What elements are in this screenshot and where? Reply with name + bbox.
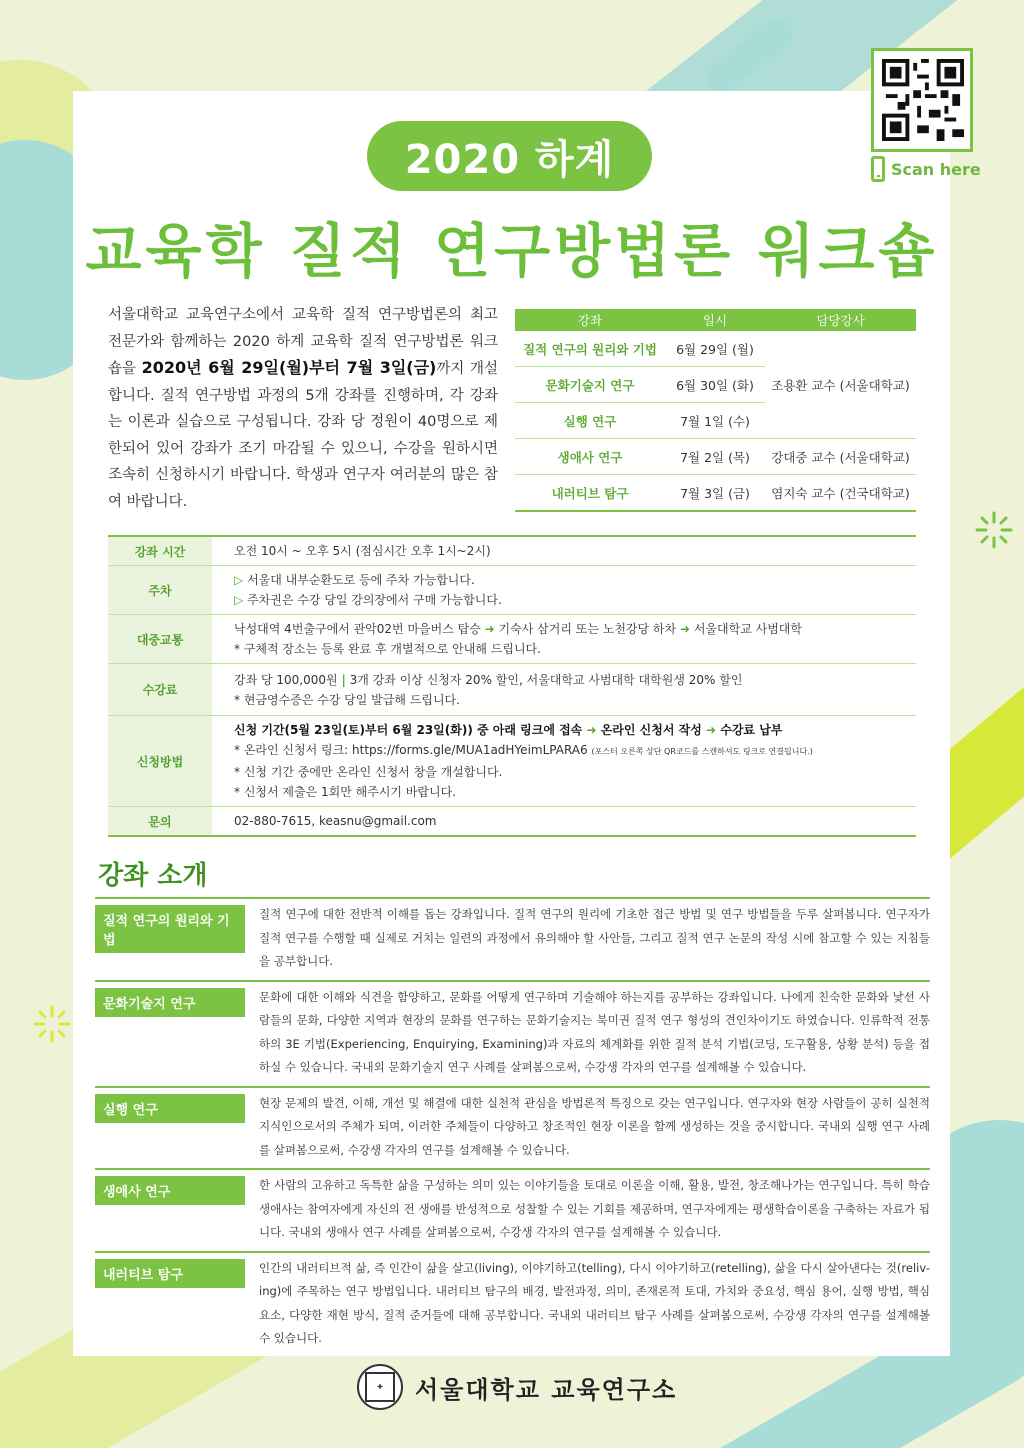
parking-line-1: 서울대 내부순환도로 등에 주차 가능합니다. [247,573,475,587]
info-row-apply [108,716,916,807]
course-item [95,1086,930,1169]
info-label: 주차 [108,566,212,615]
schedule-date: 6월 30일 (화) [665,367,765,403]
course-item [95,1168,930,1251]
info-label: 신청방법 [108,716,212,807]
year-badge: 2020 하계 [367,121,652,191]
schedule-instructor: 강대중 교수 (서울대학교) [765,439,916,475]
qr-code[interactable] [871,48,973,152]
intro-text-2: 까지 개설합니다. 질적 연구방법 과정의 5개 강좌를 진행하며, 각 강좌는 이론과 실습으로 구성됩니다. 강좌 당 정원이 40명으로 제한되어 있어 강좌가 조기 마감될 수 있으니, 수강을 원하시면 조속히 신청하시기 바랍니다. 학생과 연구자 여러분의 많은 참여 바랍니다. [108,361,498,510]
section-title: 강좌 소개 [98,861,208,891]
info-label: 문의 [108,807,212,837]
course-label: 내러티브 탐구 [95,1259,245,1288]
course-description: 인간의 내러티브적 삶, 즉 인간이 삶을 살고(living), 이야기하고(telling), 다시 이야기하고(retelling), 삶을 다시 살아낸다는 것(reliv-ing)에 주목하는 연구 방법입니다. 내러티브 탐구의 배경, 발전과정, 의미, 존재론적 토대, 가치와 중요성, 핵심 용어, 실행 방법, 핵심 요소, 다양한 재현 방식, 질적 준거들에 대해 공부합니다. 국내외 내러티브 탐구 사례를 살펴봄으로써, 수강생 각자의 연구를 설계해볼 수 있습니다. [259,1260,930,1345]
footer-org-name: 서울대학교 교육연구소 [415,1375,678,1404]
arrow-right-icon: ➜ [586,723,597,737]
sparkle-icon [974,510,1014,550]
course-item [95,1251,930,1357]
info-value [212,716,916,807]
info-value: 02-880-7615, keasnu@gmail.com [212,807,916,837]
info-value [212,615,916,664]
fee-base: 강좌 당 100,000원 [234,672,338,687]
transit-step-1: 낙성대역 4번출구에서 관악02번 마을버스 탑승 [234,622,481,636]
fee-discount: 3개 강좌 이상 신청자 20% 할인, 서울대학교 사범대학 대학원생 20% 할인 [349,672,743,687]
triangle-icon: ▷ [234,573,244,587]
info-row-fee [108,664,916,716]
info-label: 강좌 시간 [108,536,212,566]
transit-note: * 구체적 장소는 등록 완료 후 개별적으로 안내해 드립니다. [234,642,541,656]
arrow-right-icon: ➜ [484,622,495,636]
course-label: 질적 연구의 원리와 기법 [95,905,245,953]
course-description: 문화에 대한 이해와 식견을 함양하고, 문화를 어떻게 연구하며 기술해야 하는지를 공부하는 강좌입니다. 나에게 친숙한 문화와 낯선 사람들의 문화, 다양한 지역과 현장의 문화를 연구하는 문화기술지는 북미권 질적 연구 형성의 견인차이기도 하였습니다. 인류학적 전통 하의 3E 기법(Experiencing, Enquirying, Examining)과 자료의 체계화를 위한 질적 분석 기법(코딩, 도구활용, 상황 분석) 등을 접하실 수 있습니다. 국내외 문화기술지 연구 사례를 살펴봄으로써, 수강생 각자의 연구를 설계해볼 수 있습니다. [259,989,930,1074]
apply-step-2: 온라인 신청서 작성 [600,723,702,737]
arrow-right-icon: ➜ [679,622,690,636]
arrow-right-icon: ➜ [706,723,717,737]
footer [357,1364,677,1410]
schedule-row [515,475,916,512]
info-value [212,566,916,615]
transit-step-3: 서울대학교 사범대학 [693,622,802,636]
schedule-course: 문화기술지 연구 [515,367,665,403]
divider-bar: | [341,672,346,687]
phone-icon [871,156,885,182]
schedule-table [515,309,916,512]
schedule-course: 실행 연구 [515,403,665,439]
scan-here-label [871,156,981,182]
schedule-instructor: 조용환 교수 (서울대학교) [765,331,916,439]
course-description: 질적 연구에 대한 전반적 이해를 돕는 강좌입니다. 질적 연구의 원리에 기초한 접근 방법 및 연구 방법들을 두루 살펴봅니다. 연구자가 질적 연구를 수행할 때 실제로 거치는 일련의 과정에서 유의해야 할 사안들, 그리고 질적 연구 논문의 작성 시에 참고할 수 있는 지침들을 공부합니다. [259,907,930,968]
info-label: 수강료 [108,664,212,716]
schedule-date: 7월 1일 (수) [665,403,765,439]
intro-date: 2020년 6월 29일(월)부터 7월 3일(금) [141,358,437,377]
triangle-icon: ▷ [234,593,244,607]
info-row-parking [108,566,916,615]
apply-step-3: 수강료 납부 [720,723,783,737]
info-row-time [108,536,916,566]
schedule-course: 내러티브 탐구 [515,475,665,512]
university-emblem-icon: ✚ [357,1364,403,1410]
apply-note-2: * 신청서 제출은 1회만 해주시기 바랍니다. [234,785,456,799]
schedule-instructor: 염지숙 교수 (건국대학교) [765,475,916,512]
parking-line-2: 주차권은 수강 당일 강의장에서 구매 가능합니다. [247,593,502,607]
schedule-header-course: 강좌 [515,309,665,331]
fee-note: * 현금영수증은 수강 당일 발급해 드립니다. [234,692,460,707]
schedule-header-instructor: 담당강사 [765,309,916,331]
intro-text-1: 서울대학교 교육연구소에서 교육학 질적 연구방법론의 최고 전문가와 함께하는 2020 하계 교육학 질적 연구방법론 워크숍을 [108,307,498,377]
course-description: 한 사람의 고유하고 독특한 삶을 구성하는 의미 있는 이야기들을 토대로 이론을 이해, 활용, 발전, 창조해나가는 연구입니다. 특히 학습생애사는 참여자에게 자신의 전 생애를 반성적으로 성찰할 수 있는 기회를 제공하며, 연구자에게는 평생학습이론을 구축하는 자료가 됩니다. 국내외 생애사 연구 사례를 살펴봄으로써, 수강생 각자의 연구를 설계해볼 수 있습니다. [259,1178,930,1239]
scan-here-text: Scan here [891,159,981,179]
info-value: 오전 10시 ~ 오후 5시 (점심시간 오후 1시~2시) [212,536,916,566]
schedule-header-date: 일시 [665,309,765,331]
schedule-row [515,439,916,475]
course-item [95,897,930,980]
course-label: 생애사 연구 [95,1176,245,1205]
info-row-transit [108,615,916,664]
sparkle-icon [32,1004,72,1044]
course-label: 실행 연구 [95,1094,245,1123]
schedule-row [515,331,916,367]
apply-step-1: 신청 기간(5월 23일(토)부터 6월 23일(화)) 중 아래 링크에 접속 [234,723,583,737]
course-item [95,980,930,1086]
qr-code-icon [882,59,964,141]
intro-paragraph [108,302,498,515]
schedule-course: 생애사 연구 [515,439,665,475]
apply-link-note: (포스터 오른쪽 상단 QR코드를 스캔하셔도 링크로 연결됩니다.) [591,747,813,756]
schedule-date: 7월 2일 (목) [665,439,765,475]
schedule-course: 질적 연구의 원리와 기법 [515,331,665,367]
info-table [108,535,916,837]
course-label: 문화기술지 연구 [95,988,245,1017]
apply-link[interactable]: * 온라인 신청서 링크: https://forms.gle/MUA1adHYeimLPARA6 [234,743,588,757]
course-description: 현장 문제의 발견, 이해, 개선 및 해결에 대한 실천적 관심을 방법론적 특징으로 갖는 연구입니다. 연구자와 현장 사람들이 공히 실천적 지식인으로서의 주체가 되며, 이러한 주체들이 다양하고 창조적인 현장 이론을 함께 생성하는 것을 중시합니다. 국내외 실행 연구 사례를 살펴봄으로써, 수강생 각자의 연구를 설계해볼 수 있습니다. [259,1095,930,1157]
course-list [95,897,930,1357]
schedule-date: 6월 29일 (월) [665,331,765,367]
info-row-contact [108,807,916,837]
page-title: 교육학 질적 연구방법론 워크숍 [85,217,939,285]
transit-step-2: 기숙사 삼거리 또는 노천강당 하차 [498,622,677,636]
schedule-date: 7월 3일 (금) [665,475,765,512]
info-label: 대중교통 [108,615,212,664]
info-value [212,664,916,716]
apply-note-1: * 신청 기간 중에만 온라인 신청서 창을 개설합니다. [234,765,503,779]
